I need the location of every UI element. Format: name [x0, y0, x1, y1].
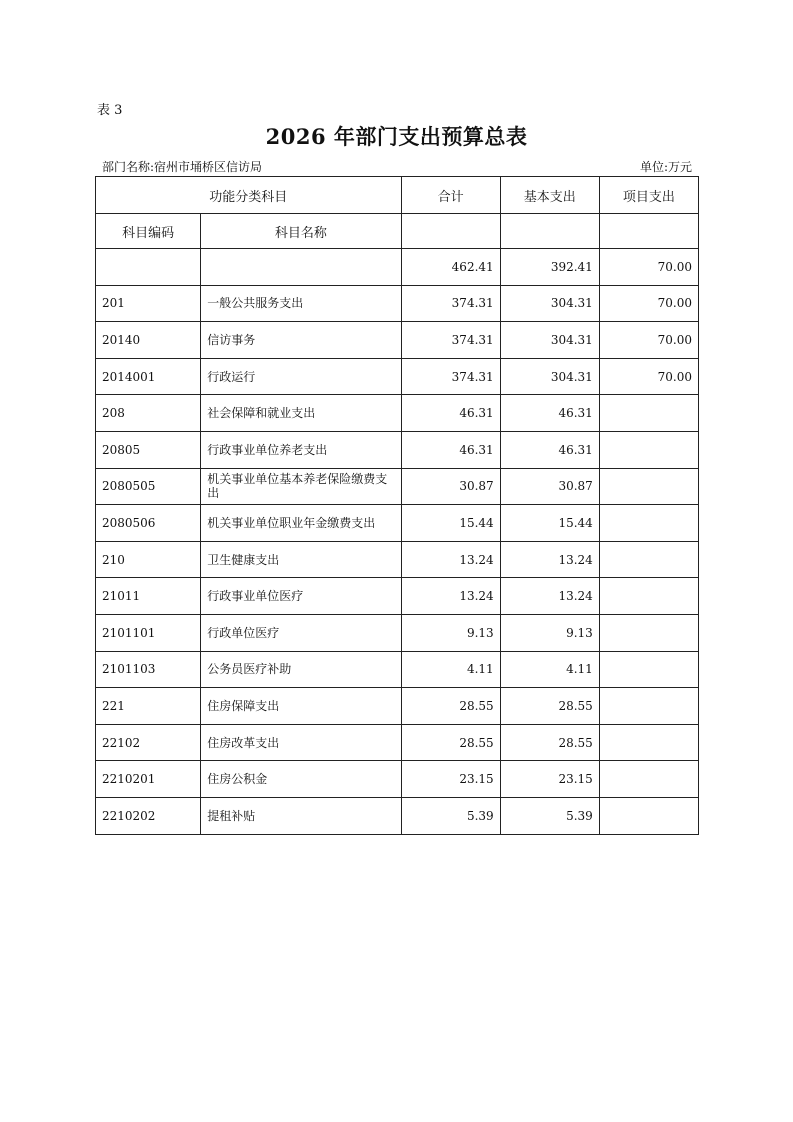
table-row — [96, 578, 699, 615]
cell-project — [599, 688, 698, 725]
cell-name: 住房公积金 — [201, 761, 401, 798]
cell-total: 46.31 — [401, 431, 500, 468]
cell-name: 住房保障支出 — [201, 688, 401, 725]
header-total: 合计 — [401, 177, 500, 214]
cell-name: 提租补贴 — [201, 797, 401, 834]
cell-code: 20805 — [96, 431, 201, 468]
header-category: 功能分类科目 — [96, 177, 402, 214]
cell-project: 70.00 — [599, 358, 698, 395]
cell-name: 机关事业单位职业年金缴费支出 — [201, 505, 401, 542]
cell-basic: 23.15 — [500, 761, 599, 798]
cell-name — [201, 249, 401, 286]
table-row — [96, 541, 699, 578]
table-row — [96, 614, 699, 651]
header-empty-cell — [500, 214, 599, 249]
cell-project — [599, 578, 698, 615]
cell-basic: 13.24 — [500, 578, 599, 615]
cell-code: 208 — [96, 395, 201, 432]
cell-basic: 46.31 — [500, 395, 599, 432]
table-row — [96, 761, 699, 798]
header-project: 项目支出 — [599, 177, 698, 214]
cell-name: 卫生健康支出 — [201, 541, 401, 578]
cell-name: 行政单位医疗 — [201, 614, 401, 651]
cell-basic: 28.55 — [500, 724, 599, 761]
cell-project — [599, 468, 698, 505]
cell-basic: 46.31 — [500, 431, 599, 468]
cell-name: 行政事业单位养老支出 — [201, 431, 401, 468]
cell-project — [599, 431, 698, 468]
cell-total: 4.11 — [401, 651, 500, 688]
cell-basic: 9.13 — [500, 614, 599, 651]
table-row — [96, 651, 699, 688]
cell-basic: 4.11 — [500, 651, 599, 688]
table-row — [96, 797, 699, 834]
cell-project — [599, 797, 698, 834]
header-code: 科目编码 — [96, 214, 201, 249]
cell-total: 374.31 — [401, 358, 500, 395]
cell-project: 70.00 — [599, 322, 698, 359]
cell-code: 210 — [96, 541, 201, 578]
cell-code: 21011 — [96, 578, 201, 615]
cell-code — [96, 249, 201, 286]
cell-project — [599, 541, 698, 578]
cell-project — [599, 651, 698, 688]
cell-basic: 30.87 — [500, 468, 599, 505]
cell-total: 23.15 — [401, 761, 500, 798]
page-title: 2026 年部门支出预算总表 — [265, 124, 528, 149]
table-row — [96, 358, 699, 395]
table-row — [96, 431, 699, 468]
cell-code: 2014001 — [96, 358, 201, 395]
cell-total: 9.13 — [401, 614, 500, 651]
table-row — [96, 249, 699, 286]
unit-label: 单位:万元 — [639, 160, 692, 174]
cell-name: 行政运行 — [201, 358, 401, 395]
cell-code: 2080505 — [96, 468, 201, 505]
budget-table — [95, 176, 699, 835]
table-row — [96, 688, 699, 725]
cell-total: 374.31 — [401, 322, 500, 359]
header-row — [96, 177, 699, 214]
cell-code: 2210202 — [96, 797, 201, 834]
cell-total: 5.39 — [401, 797, 500, 834]
cell-project: 70.00 — [599, 249, 698, 286]
cell-basic: 15.44 — [500, 505, 599, 542]
cell-name: 信访事务 — [201, 322, 401, 359]
cell-name: 一般公共服务支出 — [201, 285, 401, 322]
cell-total: 462.41 — [401, 249, 500, 286]
cell-project — [599, 614, 698, 651]
cell-code: 2210201 — [96, 761, 201, 798]
table-row — [96, 285, 699, 322]
cell-project — [599, 724, 698, 761]
cell-code: 2101101 — [96, 614, 201, 651]
cell-basic: 304.31 — [500, 322, 599, 359]
header-basic: 基本支出 — [500, 177, 599, 214]
table-row — [96, 505, 699, 542]
department-name: 部门名称:宿州市埇桥区信访局 — [102, 160, 263, 174]
cell-project: 70.00 — [599, 285, 698, 322]
cell-total: 46.31 — [401, 395, 500, 432]
table-row — [96, 468, 699, 505]
header-empty-cell — [599, 214, 698, 249]
cell-code: 20140 — [96, 322, 201, 359]
table-row — [96, 322, 699, 359]
cell-code: 22102 — [96, 724, 201, 761]
cell-total: 28.55 — [401, 688, 500, 725]
cell-basic: 304.31 — [500, 358, 599, 395]
cell-basic: 13.24 — [500, 541, 599, 578]
cell-code: 221 — [96, 688, 201, 725]
cell-total: 374.31 — [401, 285, 500, 322]
table-row — [96, 395, 699, 432]
cell-project — [599, 395, 698, 432]
table-label: 表 3 — [97, 103, 123, 118]
cell-basic: 5.39 — [500, 797, 599, 834]
cell-total: 28.55 — [401, 724, 500, 761]
cell-name: 社会保障和就业支出 — [201, 395, 401, 432]
table-row — [96, 724, 699, 761]
cell-name: 行政事业单位医疗 — [201, 578, 401, 615]
cell-basic: 28.55 — [500, 688, 599, 725]
subheader-row — [96, 214, 699, 249]
cell-code: 201 — [96, 285, 201, 322]
cell-project — [599, 505, 698, 542]
cell-total: 15.44 — [401, 505, 500, 542]
cell-total: 30.87 — [401, 468, 500, 505]
cell-name: 住房改革支出 — [201, 724, 401, 761]
header-name: 科目名称 — [201, 214, 401, 249]
cell-total: 13.24 — [401, 541, 500, 578]
cell-basic: 392.41 — [500, 249, 599, 286]
cell-code: 2101103 — [96, 651, 201, 688]
cell-code: 2080506 — [96, 505, 201, 542]
cell-total: 13.24 — [401, 578, 500, 615]
header-empty-cell — [401, 214, 500, 249]
cell-project — [599, 761, 698, 798]
cell-name: 机关事业单位基本养老保险缴费支出 — [201, 468, 401, 505]
cell-name: 公务员医疗补助 — [201, 651, 401, 688]
cell-basic: 304.31 — [500, 285, 599, 322]
